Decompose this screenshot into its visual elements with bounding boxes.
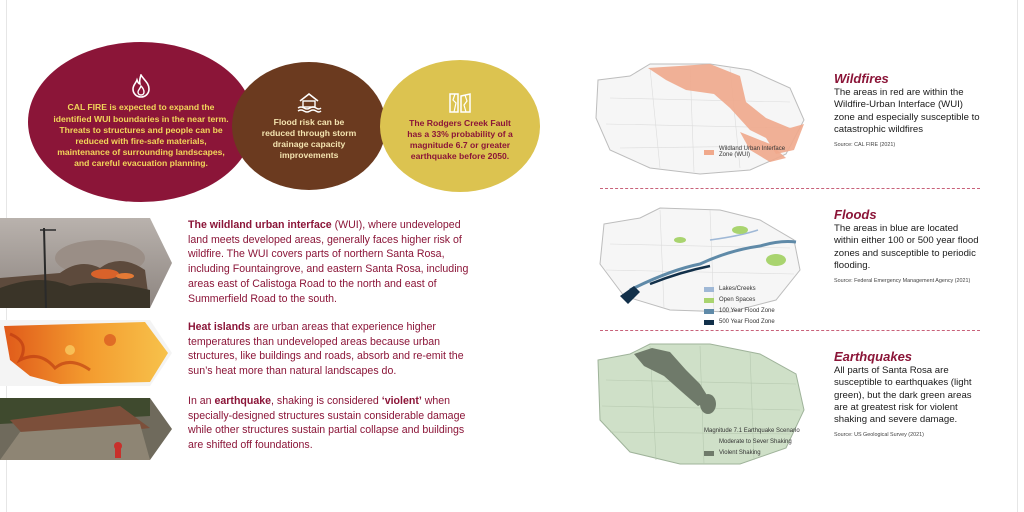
earthquakes-section xyxy=(834,350,984,439)
flooded-house-icon xyxy=(296,91,322,113)
flood-legend xyxy=(704,286,775,330)
quake-text1: , shaking is considered xyxy=(271,395,382,407)
quake-text2: when specially-designed structures sustain considerable damage while other structures sustain partial collapse and buildings are shifted off foundations. xyxy=(188,395,466,452)
wui-term: The wildland urban interface xyxy=(188,219,332,231)
cracked-building-icon xyxy=(446,90,474,114)
section-divider xyxy=(600,330,980,331)
wildfire-circle-text: CAL FIRE is expected to expand the identified WUI boundaries in the near term. Threats to structures and people can be reduced with fire-safe materials, maintenance of surrounding landscapes, and careful evacuation planning. xyxy=(53,102,229,169)
quake-term: earthquake xyxy=(214,395,272,407)
legend-label: Violent Shaking xyxy=(719,450,761,456)
earthquake-circle xyxy=(380,60,540,192)
legend-item xyxy=(704,308,775,314)
legend-label: Open Spaces xyxy=(719,297,756,303)
floods-source: Source: Federal Emergency Management Agency (2021) xyxy=(834,278,971,285)
earthquake-photo xyxy=(0,398,172,460)
section-divider xyxy=(600,188,980,189)
legend-label: Moderate to Sever Shaking xyxy=(719,439,792,445)
legend-item xyxy=(704,439,800,445)
legend-item xyxy=(704,450,800,456)
wildfires-title: Wildfires xyxy=(834,71,889,86)
flame-icon xyxy=(130,74,152,98)
earthquake-circle-text: The Rodgers Creek Fault has a 33% probability of a magnitude 6.7 or greater earthquake before 2050. xyxy=(407,117,513,162)
flood-map xyxy=(590,200,812,318)
wui-legend xyxy=(704,146,799,163)
legend-swatch xyxy=(704,309,714,314)
legend-swatch xyxy=(704,298,714,303)
legend-item xyxy=(704,286,775,292)
floods-desc: The areas in blue are located within either 100 or 500 year flood zones and susceptible to periodic flooding. xyxy=(834,223,979,271)
wildfire-photo xyxy=(0,218,172,308)
page-edge-line xyxy=(1017,0,1018,512)
heat-text: are urban areas that experience higher temperatures than undeveloped areas because urban structures, like buildings and roads, absorb and re-emit the sun’s heat more than natural landscapes do. xyxy=(188,321,464,378)
flood-circle-text: Flood risk can be reduced through storm drainage capacity improvements xyxy=(261,116,357,161)
earthquakes-desc: All parts of Santa Rosa are susceptible to earthquakes (light green), but the dark green areas are at greatest risk for violent shaking and severe damage. xyxy=(834,365,972,426)
earthquakes-source: Source: US Geological Survey (2021) xyxy=(834,432,924,439)
wildfires-desc: The areas in red are within the Wildfire-Urban Interface (WUI) zone and especially susceptible to catastrophic wildfires xyxy=(834,87,980,135)
quake-prefix: In an xyxy=(188,395,215,407)
earthquakes-title: Earthquakes xyxy=(834,349,913,364)
legend-item xyxy=(704,146,799,158)
wildfires-section xyxy=(834,72,984,149)
legend-swatch xyxy=(704,287,714,292)
legend-label: 500 Year Flood Zone xyxy=(719,319,775,325)
legend-swatch xyxy=(704,451,714,456)
legend-label: 100 Year Flood Zone xyxy=(719,308,775,314)
flood-circle xyxy=(232,62,386,190)
legend-label: Wildland Urban Interface Zone (WUI) xyxy=(719,146,786,158)
quake-term2: ‘violent’ xyxy=(381,395,422,407)
legend-title-row xyxy=(704,428,800,434)
heat-map-image xyxy=(0,320,172,386)
legend-label: Lakes/Creeks xyxy=(719,286,756,292)
legend-swatch xyxy=(704,320,714,325)
legend-title: Magnitude 7.1 Earthquake Scenario xyxy=(704,428,800,434)
floods-section xyxy=(834,208,984,285)
legend-item xyxy=(704,319,775,325)
wui-text: (WUI), where undeveloped land meets developed areas, generally faces higher risk of wildfire. The WUI covers parts of northern Santa Rosa, including Fountaingrove, and eastern Santa Rosa, including areas east of Calistoga Road to the north and east of Summerfield Road to the south. xyxy=(188,219,469,305)
quake-legend xyxy=(704,428,800,461)
legend-swatch xyxy=(704,440,714,445)
quake-paragraph xyxy=(188,394,480,453)
heat-term: Heat islands xyxy=(188,321,251,333)
heat-paragraph xyxy=(188,320,480,379)
legend-swatch xyxy=(704,150,714,155)
wildfires-source: Source: CAL FIRE (2021) xyxy=(834,142,896,149)
wildfire-circle xyxy=(28,42,254,202)
wui-paragraph xyxy=(188,218,480,306)
floods-title: Floods xyxy=(834,207,877,222)
legend-item xyxy=(704,297,775,303)
